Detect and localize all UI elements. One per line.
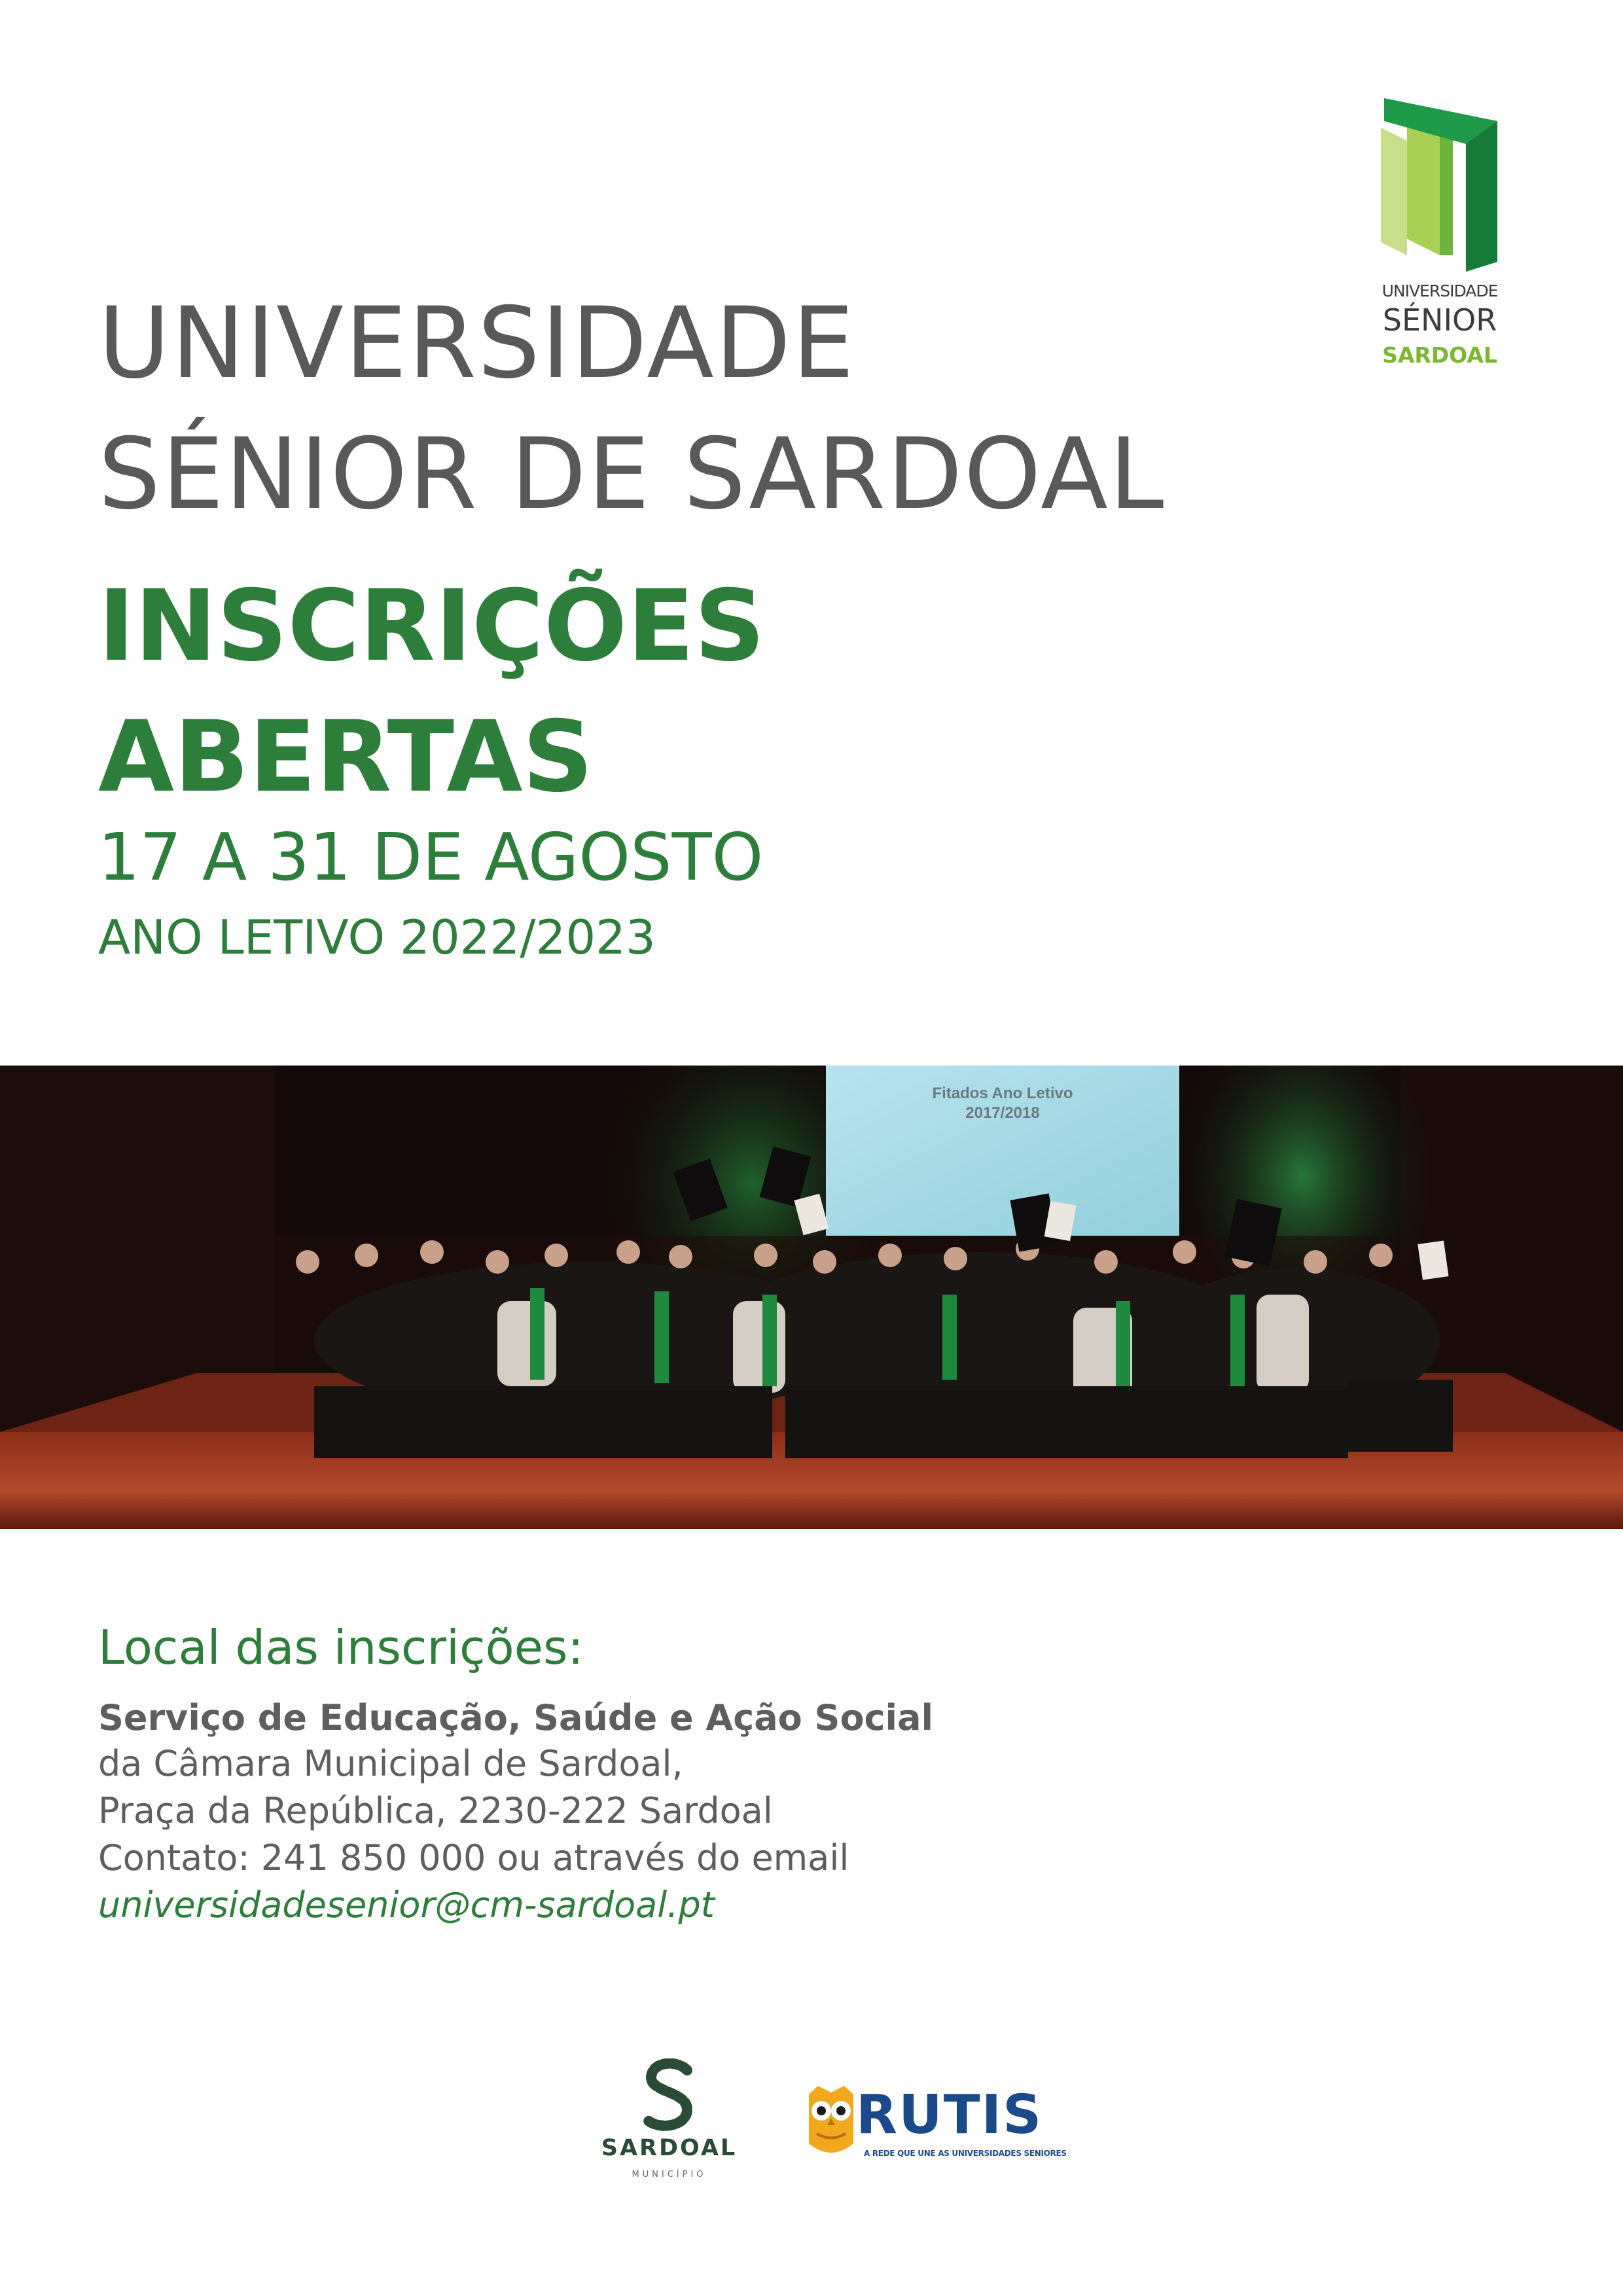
title-line-1: UNIVERSIDADE xyxy=(98,287,856,401)
rutis-name: RUTIS xyxy=(856,2084,1043,2146)
logo-line-universidade: UNIVERSIDADE xyxy=(1382,281,1498,300)
location-title: Local das inscrições: xyxy=(98,1620,584,1675)
location-address: Praça da República, 2230-222 Sardoal xyxy=(98,1790,773,1831)
sardoal-subtitle: MUNICÍPIO xyxy=(632,2170,707,2179)
sardoal-municipio-logo xyxy=(589,2058,749,2189)
location-service: Serviço de Educação, Saúde e Ação Social xyxy=(98,1697,934,1738)
rutis-tagline: A REDE QUE UNE AS UNIVERSIDADES SENIORES xyxy=(864,2149,1067,2158)
registration-dates: 17 A 31 DE AGOSTO xyxy=(98,819,764,895)
sardoal-s-icon xyxy=(638,2058,700,2134)
universidade-senior-logo xyxy=(1374,95,1505,376)
sardoal-name: SARDOAL xyxy=(601,2135,738,2161)
registration-heading-line-2: ABERTAS xyxy=(98,700,594,814)
stage-photo xyxy=(0,1066,1623,1529)
title-line-2: SÉNIOR DE SARDOAL xyxy=(98,418,1166,531)
location-contact: Contato: 241 850 000 ou através do email xyxy=(98,1837,849,1878)
screen-caption-line-2: 2017/2018 xyxy=(965,1104,1040,1122)
book-emblem-icon xyxy=(1381,95,1499,275)
school-year: ANO LETIVO 2022/2023 xyxy=(98,910,656,965)
projection-screen-caption xyxy=(826,1084,1179,1123)
registration-heading-line-1: INSCRIÇÕES xyxy=(98,569,765,683)
rutis-logo xyxy=(804,2085,1065,2170)
location-line-2: da Câmara Municipal de Sardoal, xyxy=(98,1743,683,1784)
screen-caption-line-1: Fitados Ano Letivo xyxy=(932,1085,1073,1102)
logo-line-sardoal: SARDOAL xyxy=(1382,342,1497,368)
owl-icon xyxy=(804,2085,859,2163)
logo-line-senior: SÉNIOR xyxy=(1382,302,1497,338)
contact-email-link[interactable]: universidadesenior@cm-sardoal.pt xyxy=(98,1884,715,1926)
